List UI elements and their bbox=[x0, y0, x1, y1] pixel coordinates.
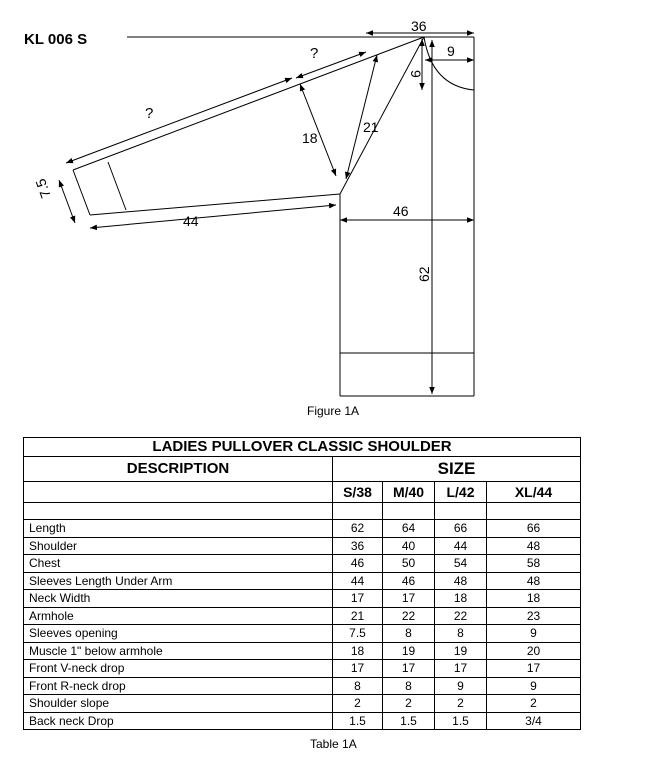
cell-value: 36 bbox=[333, 537, 383, 555]
cell-value: 8 bbox=[435, 625, 487, 643]
size-labels-row bbox=[24, 482, 581, 503]
empty-cell bbox=[24, 503, 333, 520]
table-row bbox=[24, 555, 581, 573]
cell-value: 2 bbox=[435, 695, 487, 713]
row-label: Front R-neck drop bbox=[24, 677, 333, 695]
cell-value: 46 bbox=[333, 555, 383, 573]
cell-value: 62 bbox=[333, 520, 383, 538]
row-label: Neck Width bbox=[24, 590, 333, 608]
cell-value: 66 bbox=[435, 520, 487, 538]
empty-cell bbox=[383, 503, 435, 520]
empty-cell bbox=[487, 503, 581, 520]
cell-value: 8 bbox=[383, 677, 435, 695]
armhole-dimension bbox=[346, 55, 377, 179]
cell-value: 17 bbox=[333, 590, 383, 608]
table-row bbox=[24, 572, 581, 590]
cell-value: 9 bbox=[487, 677, 581, 695]
empty-cell bbox=[435, 503, 487, 520]
cell-value: 3/4 bbox=[487, 712, 581, 730]
cell-value: 48 bbox=[487, 537, 581, 555]
size-header: SIZE bbox=[333, 457, 581, 482]
row-label: Muscle 1" below armhole bbox=[24, 642, 333, 660]
row-label: Shoulder bbox=[24, 537, 333, 555]
row-label: Shoulder slope bbox=[24, 695, 333, 713]
cell-value: 19 bbox=[383, 642, 435, 660]
sleeve-opening-dimension bbox=[59, 180, 75, 223]
table-title-row bbox=[24, 438, 581, 457]
chest-label: 46 bbox=[393, 203, 409, 219]
description-header: DESCRIPTION bbox=[24, 457, 333, 482]
cell-value: 58 bbox=[487, 555, 581, 573]
cell-value: 17 bbox=[383, 660, 435, 678]
cell-value: 23 bbox=[487, 607, 581, 625]
cell-value: 19 bbox=[435, 642, 487, 660]
row-label: Sleeves opening bbox=[24, 625, 333, 643]
cell-value: 44 bbox=[435, 537, 487, 555]
cell-value: 40 bbox=[383, 537, 435, 555]
cell-value: 66 bbox=[487, 520, 581, 538]
table-row bbox=[24, 642, 581, 660]
table-row bbox=[24, 677, 581, 695]
cell-value: 17 bbox=[487, 660, 581, 678]
cell-value: 54 bbox=[435, 555, 487, 573]
cell-value: 2 bbox=[333, 695, 383, 713]
row-label: Back neck Drop bbox=[24, 712, 333, 730]
row-label: Length bbox=[24, 520, 333, 538]
row-label: Chest bbox=[24, 555, 333, 573]
row-label: Sleeves Length Under Arm bbox=[24, 572, 333, 590]
table-row bbox=[24, 590, 581, 608]
cell-value: 8 bbox=[383, 625, 435, 643]
figure-caption: Figure 1A bbox=[307, 404, 360, 418]
cell-value: 17 bbox=[383, 590, 435, 608]
table-row bbox=[24, 695, 581, 713]
upper-sleeve-dimension bbox=[66, 78, 292, 163]
unknown-top-label: ? bbox=[310, 45, 319, 62]
cell-value: 2 bbox=[487, 695, 581, 713]
armhole-label: 21 bbox=[363, 119, 379, 135]
cuff-line bbox=[108, 162, 126, 210]
neck-width-label: 9 bbox=[447, 43, 455, 59]
table-header-row bbox=[24, 457, 581, 482]
table-row bbox=[24, 625, 581, 643]
muscle-label: 18 bbox=[302, 130, 318, 146]
sleeve-length-label: 44 bbox=[183, 213, 199, 229]
size-label: L/42 bbox=[435, 482, 487, 503]
empty-cell bbox=[333, 503, 383, 520]
cell-value: 21 bbox=[333, 607, 383, 625]
cell-value: 22 bbox=[383, 607, 435, 625]
shoulder-slope-dimension bbox=[296, 52, 366, 78]
length-label: 62 bbox=[416, 266, 432, 282]
cell-value: 9 bbox=[487, 625, 581, 643]
cell-value: 18 bbox=[435, 590, 487, 608]
table-title: LADIES PULLOVER CLASSIC SHOULDER bbox=[24, 438, 581, 457]
cell-value: 18 bbox=[333, 642, 383, 660]
row-label: Front V-neck drop bbox=[24, 660, 333, 678]
spec-table bbox=[23, 437, 581, 730]
table-row bbox=[24, 520, 581, 538]
table-row bbox=[24, 660, 581, 678]
neck-drop-label: 9 bbox=[408, 70, 424, 78]
table-caption: Table 1A bbox=[310, 737, 357, 751]
cell-value: 22 bbox=[435, 607, 487, 625]
cell-value: 18 bbox=[487, 590, 581, 608]
table-row bbox=[24, 537, 581, 555]
size-label: M/40 bbox=[383, 482, 435, 503]
style-code: KL 006 S bbox=[24, 31, 88, 48]
cell-value: 64 bbox=[383, 520, 435, 538]
cell-value: 1.5 bbox=[383, 712, 435, 730]
cell-value: 2 bbox=[383, 695, 435, 713]
cell-value: 8 bbox=[333, 677, 383, 695]
cell-value: 44 bbox=[333, 572, 383, 590]
cell-value: 48 bbox=[487, 572, 581, 590]
cell-value: 46 bbox=[383, 572, 435, 590]
shoulder-label: 36 bbox=[411, 18, 427, 34]
cell-value: 17 bbox=[333, 660, 383, 678]
size-label: XL/44 bbox=[487, 482, 581, 503]
sleeve-opening-label: 7.5 bbox=[32, 176, 54, 201]
cell-value: 1.5 bbox=[435, 712, 487, 730]
cell-value: 9 bbox=[435, 677, 487, 695]
spacer-row bbox=[24, 503, 581, 520]
unknown-sleeve-label: ? bbox=[145, 105, 154, 122]
size-label: S/38 bbox=[333, 482, 383, 503]
sleeve-length-dimension bbox=[90, 205, 336, 228]
table-row bbox=[24, 712, 581, 730]
cell-value: 50 bbox=[383, 555, 435, 573]
empty-cell bbox=[24, 482, 333, 503]
row-label: Armhole bbox=[24, 607, 333, 625]
cell-value: 7.5 bbox=[333, 625, 383, 643]
table-row bbox=[24, 607, 581, 625]
cell-value: 20 bbox=[487, 642, 581, 660]
cell-value: 48 bbox=[435, 572, 487, 590]
cell-value: 17 bbox=[435, 660, 487, 678]
cell-value: 1.5 bbox=[333, 712, 383, 730]
